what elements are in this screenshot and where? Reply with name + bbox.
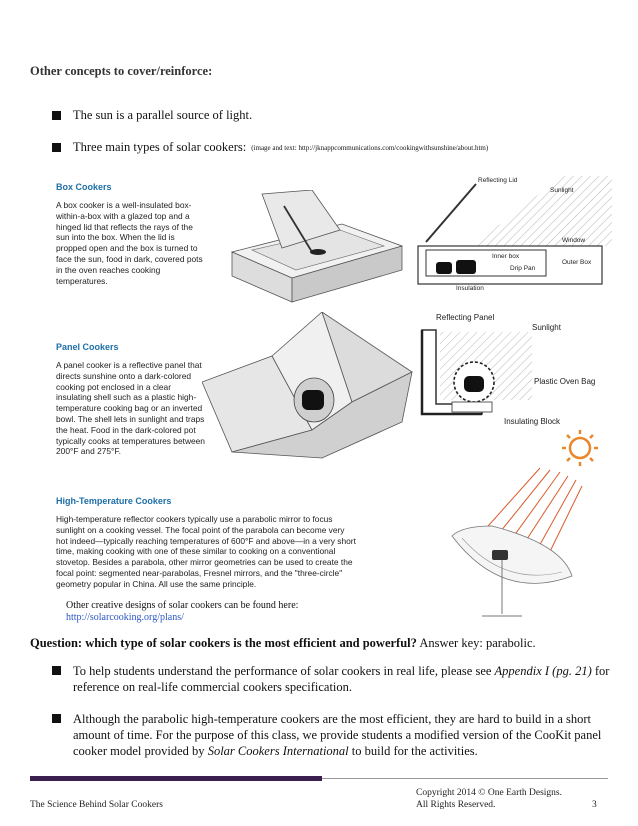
answer-key: Answer key: parabolic. [416, 636, 536, 650]
other-designs [66, 600, 298, 624]
solarcooking-link[interactable]: http://solarcooking.org/plans/ [66, 612, 184, 623]
bullet-square-icon [52, 714, 61, 723]
bullet-types [52, 140, 488, 155]
label-sunlight-2: Sunlight [532, 323, 561, 332]
bullet-appendix [52, 663, 612, 695]
label-drip-pan: Drip Pan [510, 265, 536, 272]
panel-cooker-diagram [412, 312, 612, 432]
footer-divider [322, 778, 608, 779]
footer-title: The Science Behind Solar Cookers [30, 800, 163, 810]
box-cookers-text: A box cooker is a well-insulated box- within-a-box with a glazed top and a hinged lid that reflects the rays of the sun into the box. When the lid is propped open and the box is turned to face the sun, food in dark, covered pots in the oven reaches cooking temperatures. [56, 200, 203, 286]
footer-bar [30, 776, 322, 781]
box-cooker-diagram [412, 176, 612, 294]
solar-cooker-figure [52, 176, 612, 626]
panel-cookers-title: Panel Cookers [56, 342, 119, 352]
label-insulating-block: Insulating Block [504, 417, 561, 426]
high-temp-title: High-Temperature Cookers [56, 496, 172, 506]
label-window: Window [562, 237, 586, 244]
box-cooker-illustration [222, 190, 422, 310]
parabolic-cooker-illustration [432, 426, 612, 626]
question-text: Question: which type of solar cookers is the most efficient and powerful? [30, 636, 417, 650]
label-plastic-oven-bag: Plastic Oven Bag [534, 377, 596, 386]
image-source-note: (image and text: http://jknappcommunications.com/cookingwithsunshine/about.htm) [251, 144, 489, 152]
label-reflecting-lid: Reflecting Lid [478, 177, 518, 184]
panel-cooker-illustration [202, 312, 422, 462]
bullet-text: Although the parabolic high-temperature cookers are the most efficient, they are hard to build in a short amount of time. For the purpose of this class, we provide students a modified version of the CooKit panel cooker model provided by Solar Cookers International to build for the activities. [73, 712, 602, 758]
question [30, 636, 536, 651]
label-insulation: Insulation [456, 285, 484, 292]
bullet-square-icon [52, 143, 61, 152]
other-designs-text: Other creative designs of solar cookers can be found here: [66, 600, 299, 611]
sun-icon [562, 430, 598, 466]
bullet-text: The sun is a parallel source of light. [73, 108, 253, 122]
section-heading: Other concepts to cover/reinforce: [30, 64, 213, 78]
footer-copyright: Copyright 2014 © One Earth Designs. All Rights Reserved. [416, 788, 563, 810]
bullet-square-icon [52, 666, 61, 675]
bullet-sun [52, 108, 252, 123]
box-cookers-title: Box Cookers [56, 182, 112, 192]
bullet-parabolic [52, 711, 612, 759]
org-name: Solar Cookers International [207, 744, 349, 758]
page-number: 3 [592, 800, 597, 810]
bullet-text: To help students understand the performance of solar cookers in real life, please see Appendix I (pg. 21) for reference on real-life commercial cookers specification. [73, 664, 610, 694]
bullet-text: Three main types of solar cookers: [73, 140, 247, 154]
appendix-ref: Appendix I (pg. 21) [494, 664, 592, 678]
high-temp-text: High-temperature reflector cookers typically use a parabolic mirror to focus sunlight on a cooking vessel. The focal point of the parabola can become very hot indeed—typically reaching temperatures of 600°F and above—in a very short time, making cooking with one of these similar to cooking on a conventional stovetop. Besides a parabola, other mirror geometries can be used to create the focal point: segmented near-parabolas, Fresnel mirrors, and the "three-circle" geometry popular in China. All use the same principle. [56, 514, 356, 589]
label-reflecting-panel: Reflecting Panel [436, 313, 495, 322]
label-outer-box: Outer Box [562, 259, 592, 266]
label-sunlight: Sunlight [550, 187, 574, 194]
bullet-square-icon [52, 111, 61, 120]
panel-cookers-text: A panel cooker is a reflective panel that directs sunshine onto a dark-colored cooking pot enclosed in a clear insulating shell such as a plastic high- temperature cooking bag or an inverted bowl. The shell lets in sunlight and traps the heat. Food in the dark-colored pot typically cooks at temperatures between 200°F and 275°F. [56, 360, 205, 457]
label-inner-box: Inner box [492, 253, 520, 260]
